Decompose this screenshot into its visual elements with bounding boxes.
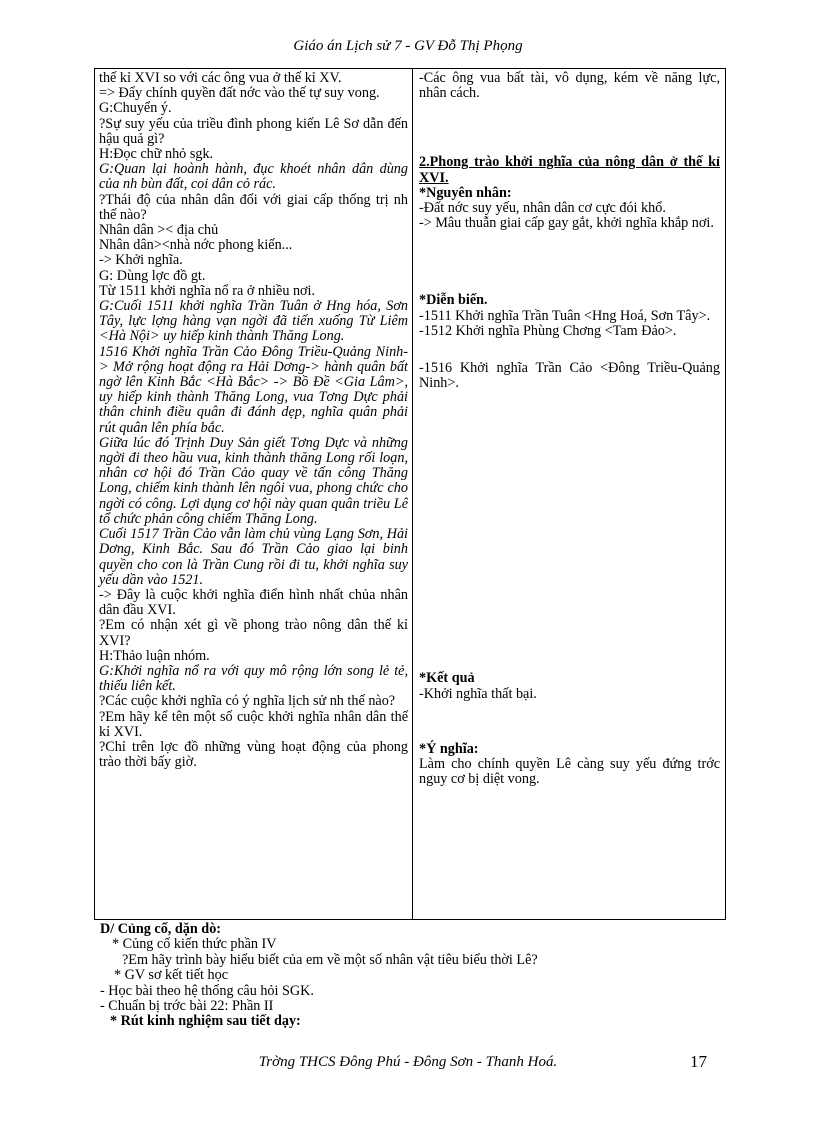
page-header: Giáo án Lịch sử 7 - GV Đỗ Thị Phọng xyxy=(293,38,523,54)
note-line: - Học bài theo hệ thống câu hỏi SGK. xyxy=(100,982,314,999)
left-line: ?Thái độ của nhân dân đối với giai cấp thống trị nh thế nào? xyxy=(99,191,408,223)
right-line: -1516 Khởi nghĩa Trần Cảo <Đông Triều-Quảng Ninh>. xyxy=(419,360,720,392)
left-line: ?Các cuộc khởi nghĩa có ý nghĩa lịch sử nh thế nào? xyxy=(99,693,396,710)
page-footer: Trờng THCS Đông Phú - Đông Sơn - Thanh Hoá. xyxy=(258,1054,558,1070)
right-line: -> Mâu thuẫn giai cấp gay gắt, khởi nghĩa khắp nơi. xyxy=(419,215,714,232)
lesson-closing-notes xyxy=(100,922,720,1030)
left-line: -> Khởi nghĩa. xyxy=(99,252,183,269)
left-line: Nhân dân><nhà nớc phong kiến... xyxy=(99,237,293,254)
left-line: ?Em hãy kể tên một số cuộc khởi nghĩa nhân dân thế kỉ XVI. xyxy=(99,708,408,740)
left-line: thế kỉ XVI so với các ông vua ở thế kỉ XV. xyxy=(99,70,342,86)
left-line: Cuối 1517 Trần Cảo vẫn làm chủ vùng Lạng Sơn, Hải Dơng, Kinh Bắc. Sau đó Trần Cảo giao lại binh quyền cho con là Trần Cung rồi đi tu, khởi nghĩa suy yếu dần vào 1521. xyxy=(99,526,408,588)
subheading-causes: *Nguyên nhân: xyxy=(419,184,512,201)
right-line: -1511 Khởi nghĩa Trần Tuân <Hng Hoá, Sơn Tây>. xyxy=(419,307,711,324)
left-line: Nhân dân >< địa chủ xyxy=(99,222,219,239)
page-number: 17 xyxy=(690,1052,707,1071)
left-line: Giữa lúc đó Trịnh Duy Sản giết Tơng Dực và những ngời đi theo hầu vua, kinh thành thăng Long rối loạn, nhân cơ hội đó Trần Cảo quay về tấn công Thăng Long, chiếm kinh thành lên ngôi vua, phong chức cho ngời có công. Lợi dụng cơ hội này quan quân triều Lê tổ chức phản công chiếm Thăng Long. xyxy=(99,434,408,527)
left-line: H:Thảo luận nhóm. xyxy=(99,647,210,664)
right-line: -Các ông vua bất tài, vô dụng, kém về năng lực, nhân cách. xyxy=(419,70,720,102)
left-line: ?Sự suy yếu của triều đình phong kiến Lê Sơ dẫn đến hậu quả gì? xyxy=(99,115,408,147)
right-line: -1512 Khởi nghĩa Phùng Chơng <Tam Đảo>. xyxy=(419,322,677,339)
content-column xyxy=(413,69,725,919)
left-line: => Đẩy chính quyền đất nớc vào thế tự suy vong. xyxy=(99,85,380,102)
subheading-result: *Kết quả xyxy=(419,670,475,687)
subheading-events: *Diễn biến. xyxy=(419,292,488,309)
closing-heading: D/ Củng cố, dặn dò: xyxy=(100,921,222,937)
note-line: * GV sơ kết tiết học xyxy=(114,967,229,984)
section-heading: 2.Phong trào khởi nghĩa của nông dân ở thế kỉ XVI. xyxy=(419,154,720,186)
note-line: * Rút kinh nghiệm sau tiết dạy: xyxy=(110,1013,301,1030)
lesson-table xyxy=(94,68,726,920)
left-line: H:Đọc chữ nhỏ sgk. xyxy=(99,146,214,163)
left-line: G: Dùng lợc đồ gt. xyxy=(99,267,206,284)
left-line: ?Chỉ trên lợc đồ những vùng hoạt động của phong trào thời bấy giờ. xyxy=(99,738,408,771)
left-line: G:Khởi nghĩa nổ ra với quy mô rộng lớn song lẻ tẻ, thiếu liên kết. xyxy=(99,662,408,695)
note-line: - Chuẩn bị trớc bài 22: Phần II xyxy=(100,998,274,1015)
right-line: -Đất nớc suy yếu, nhân dân cơ cực đói khổ. xyxy=(419,200,666,217)
subheading-meaning: *Ý nghĩa: xyxy=(419,740,479,757)
right-line: Làm cho chính quyền Lê càng suy yếu đứng trớc nguy cơ bị diệt vong. xyxy=(419,756,720,788)
left-line: -> Đây là cuộc khởi nghĩa điển hình nhất chủa nhân dân đầu XVI. xyxy=(99,586,408,619)
left-line: G:Cuối 1511 khởi nghĩa Trần Tuân ở Hng hóa, Sơn Tây, lực lợng hàng vạn ngời đã tiến xuống Từ Liêm <Hà Nội> uy hiếp kinh thành Thăng Long. xyxy=(99,298,408,345)
note-line: ?Em hãy trình bày hiểu biết của em về một số nhân vật tiêu biểu thời Lê? xyxy=(122,951,538,968)
note-line: * Củng cố kiến thức phần IV xyxy=(112,936,277,953)
right-line: -Khởi nghĩa thất bại. xyxy=(419,685,537,702)
left-line: G:Chuyển ý. xyxy=(99,100,172,117)
left-line: 1516 Khởi nghĩa Trần Cảo Đông Triều-Quảng Ninh-> Mở rộng hoạt động ra Hải Dơng-> hành quân bất ngờ lên Kinh Bắc <Hà Bắc> -> Bồ Đề <Gia Lâm>, uy hiếp kinh thành Thăng Long, vua Tơng Dực phải thân chinh điều quân đi đánh dẹp, nghĩa quân phải rút quân lên phía bắc. xyxy=(99,343,408,436)
left-line: Từ 1511 khởi nghĩa nổ ra ở nhiều nơi. xyxy=(99,282,316,299)
teacher-activity-column xyxy=(95,69,413,919)
left-line: ?Em có nhận xét gì về phong trào nông dân thế kỉ XVI? xyxy=(99,617,408,649)
left-line: G:Quan lại hoành hành, đục khoét nhân dân dùng của nh bùn đất, coi dân cỏ rác. xyxy=(99,161,408,193)
